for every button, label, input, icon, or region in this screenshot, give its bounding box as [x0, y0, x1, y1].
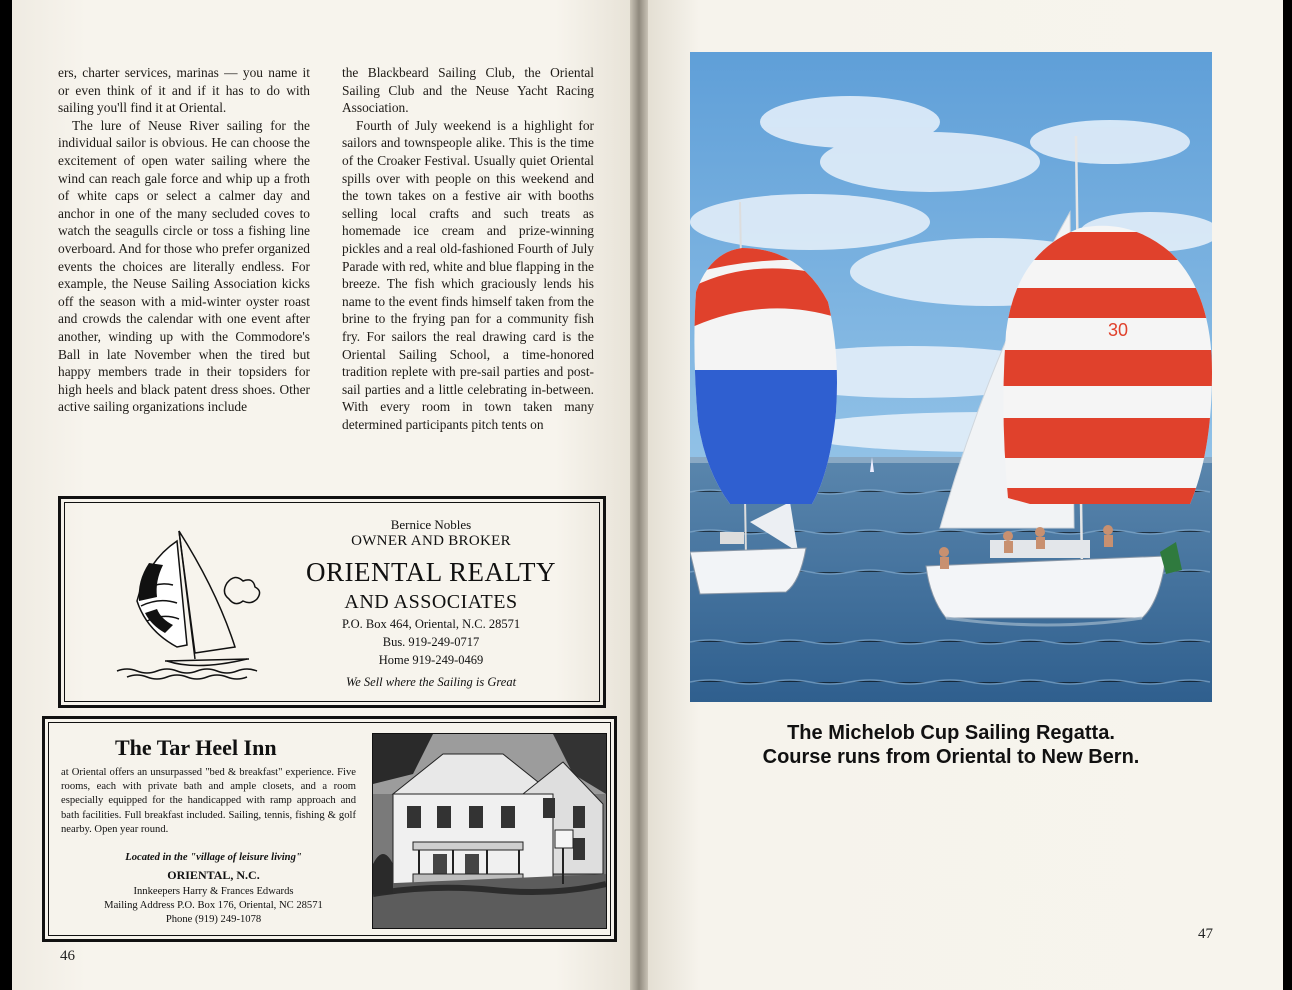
- article-paragraph: ers, charter services, marinas — you name it or even think of it and if it has to do with sailing you'll find it at Oriental.: [58, 65, 310, 116]
- photo-caption-line-1: The Michelob Cup Sailing Regatta.: [787, 722, 1115, 744]
- sail-number: 30: [1108, 320, 1129, 340]
- realty-owner-line: OWNER AND BROKER: [351, 533, 511, 549]
- photo-caption-line-2: Course runs from Oriental to New Bern.: [762, 746, 1140, 768]
- left-page: [12, 0, 630, 990]
- inn-phone: Phone (919) 249-1078: [165, 914, 262, 925]
- article-paragraph: Fourth of July weekend is a highlight for sailors and townspeople alike. This is the time of the Croaker Festival. Usually quiet Oriental spills over with people on this weekend and the town takes on a festive air with booths selling local crafts and such treats as homemade ice cream and prize-winning pickles and a real old-fashioned Fourth of July Parade with red, white and blue flapping in the breeze. The fish which graciously lends his name to the event finds himself taken from the brine to the frying pan for a community fish fry. For sailors the real drawing card is the Oriental Sailing School, a time-honored tradition replete with pre-sail parties and post-sail parties and a little celebrating in-between. With every room in town taken many determined participants pitch tents on: [342, 117, 594, 432]
- realty-po-box: P.O. Box 464, Oriental, N.C. 28571: [341, 617, 521, 631]
- article-paragraph: the Blackbeard Sailing Club, the Oriental Sailing Club and the Neuse Yacht Racing Association.: [342, 65, 594, 116]
- page-number-46: 46: [60, 948, 75, 964]
- tar-heel-inn-ad: [42, 716, 617, 942]
- page-number-47: 47: [1198, 926, 1213, 942]
- inn-description: at Oriental offers an unsurpassed "bed & breakfast" experience. Five rooms, each with private bath and ample closets, and a room especially equipped for the handicapped with ramp approach and bath facilities. Full breakfast included. Sailing, tennis, fishing & golf nearby. Open year round.: [61, 767, 356, 835]
- realty-contact-name: Bernice Nobles: [390, 517, 472, 532]
- article-column-1: [58, 64, 310, 416]
- realty-company-name: ORIENTAL REALTY: [305, 557, 557, 587]
- article-column-2: [342, 64, 594, 433]
- inn-town: ORIENTAL, N.C.: [167, 868, 260, 882]
- regatta-sailboats-photo: [690, 52, 1212, 702]
- inn-mailing-address: Mailing Address P.O. Box 176, Oriental, NC 28571: [104, 900, 323, 911]
- article-paragraph: The lure of Neuse River sailing for the individual sailor is obvious. He can choose the excitement of open water sailing where the wind can reach gale force and whip up a froth of white caps or select a calmer day and anchor in one of the many secluded coves to watch the seagulls circle or toss a fishing line overboard. And for those who prefer organized events the choices are literally endless. For example, the Neuse Sailing Association kicks off the season with a mid-winter oyster roast and crowds the calendar with one event after another, winding up with the Commodore's Ball in late November when the tired but happy members trade in their topsiders for high heels and black patent dress shoes. Other active sailing organizations include: [58, 117, 310, 415]
- realty-home-phone: Home 919-249-0469: [378, 653, 484, 667]
- sailboat-illustration: [107, 521, 267, 681]
- inn-location-line: Located in the "village of leisure living": [125, 852, 302, 863]
- realty-slogan: We Sell where the Sailing is Great: [345, 675, 517, 689]
- book-gutter: [630, 0, 648, 990]
- inn-title: The Tar Heel Inn: [115, 735, 277, 760]
- realty-bus-phone: Bus. 919-249-0717: [382, 635, 480, 649]
- inn-house-photo: [372, 733, 607, 929]
- realty-associates: AND ASSOCIATES: [344, 591, 518, 613]
- oriental-realty-ad: [58, 496, 606, 708]
- right-page: [648, 0, 1283, 990]
- inn-innkeepers: Innkeepers Harry & Frances Edwards: [133, 886, 294, 897]
